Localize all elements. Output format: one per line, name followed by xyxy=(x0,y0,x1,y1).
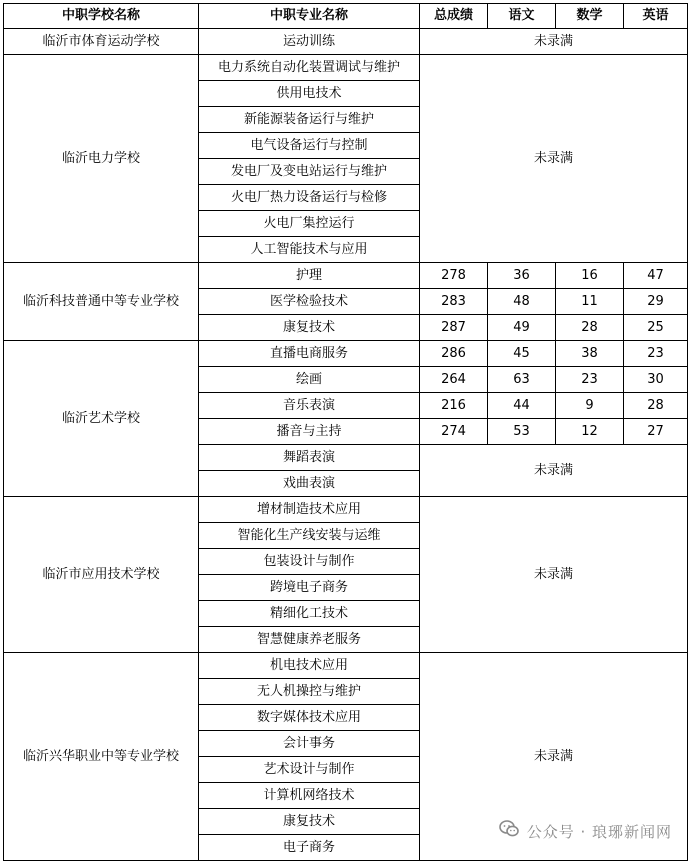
major-name-cell: 新能源装备运行与维护 xyxy=(199,107,420,133)
school-name-cell: 临沂市应用技术学校 xyxy=(4,497,199,653)
major-name-cell: 计算机网络技术 xyxy=(199,783,420,809)
table-row xyxy=(4,263,688,289)
chinese-score-cell: 48 xyxy=(488,289,556,315)
total-score-cell: 286 xyxy=(420,341,488,367)
admission-scores-table xyxy=(3,3,688,861)
english-score-cell: 30 xyxy=(624,367,688,393)
major-name-cell: 火电厂热力设备运行与检修 xyxy=(199,185,420,211)
major-name-cell: 电气设备运行与控制 xyxy=(199,133,420,159)
header-math: 数学 xyxy=(556,4,624,29)
table-header-row xyxy=(4,4,688,29)
header-chinese: 语文 xyxy=(488,4,556,29)
table-body xyxy=(4,29,688,861)
major-name-cell: 播音与主持 xyxy=(199,419,420,445)
chinese-score-cell: 44 xyxy=(488,393,556,419)
total-score-cell: 216 xyxy=(420,393,488,419)
school-name-cell: 临沂市体育运动学校 xyxy=(4,29,199,55)
major-name-cell: 机电技术应用 xyxy=(199,653,420,679)
school-name-cell: 临沂电力学校 xyxy=(4,55,199,263)
major-name-cell: 增材制造技术应用 xyxy=(199,497,420,523)
english-score-cell: 28 xyxy=(624,393,688,419)
total-score-cell: 283 xyxy=(420,289,488,315)
header-school: 中职学校名称 xyxy=(4,4,199,29)
major-name-cell: 无人机操控与维护 xyxy=(199,679,420,705)
chinese-score-cell: 63 xyxy=(488,367,556,393)
major-name-cell: 智能化生产线安装与运维 xyxy=(199,523,420,549)
major-name-cell: 绘画 xyxy=(199,367,420,393)
wechat-icon xyxy=(499,820,519,842)
major-name-cell: 音乐表演 xyxy=(199,393,420,419)
not-filled-cell: 未录满 xyxy=(420,653,688,861)
total-score-cell: 274 xyxy=(420,419,488,445)
math-score-cell: 11 xyxy=(556,289,624,315)
major-name-cell: 艺术设计与制作 xyxy=(199,757,420,783)
school-name-cell: 临沂兴华职业中等专业学校 xyxy=(4,653,199,861)
not-filled-cell: 未录满 xyxy=(420,55,688,263)
total-score-cell: 287 xyxy=(420,315,488,341)
major-name-cell: 戏曲表演 xyxy=(199,471,420,497)
school-name-cell: 临沂科技普通中等专业学校 xyxy=(4,263,199,341)
header-total: 总成绩 xyxy=(420,4,488,29)
math-score-cell: 16 xyxy=(556,263,624,289)
english-score-cell: 25 xyxy=(624,315,688,341)
major-name-cell: 发电厂及变电站运行与维护 xyxy=(199,159,420,185)
school-name-cell: 临沂艺术学校 xyxy=(4,341,199,497)
english-score-cell: 23 xyxy=(624,341,688,367)
major-name-cell: 包装设计与制作 xyxy=(199,549,420,575)
english-score-cell: 27 xyxy=(624,419,688,445)
major-name-cell: 康复技术 xyxy=(199,315,420,341)
chinese-score-cell: 36 xyxy=(488,263,556,289)
math-score-cell: 9 xyxy=(556,393,624,419)
table-row xyxy=(4,653,688,679)
major-name-cell: 康复技术 xyxy=(199,809,420,835)
total-score-cell: 264 xyxy=(420,367,488,393)
major-name-cell: 电子商务 xyxy=(199,835,420,861)
major-name-cell: 供用电技术 xyxy=(199,81,420,107)
header-major: 中职专业名称 xyxy=(199,4,420,29)
major-name-cell: 人工智能技术与应用 xyxy=(199,237,420,263)
chinese-score-cell: 49 xyxy=(488,315,556,341)
table-row xyxy=(4,341,688,367)
table-row xyxy=(4,29,688,55)
major-name-cell: 舞蹈表演 xyxy=(199,445,420,471)
watermark xyxy=(495,818,676,844)
math-score-cell: 38 xyxy=(556,341,624,367)
major-name-cell: 智慧健康养老服务 xyxy=(199,627,420,653)
math-score-cell: 23 xyxy=(556,367,624,393)
major-name-cell: 火电厂集控运行 xyxy=(199,211,420,237)
chinese-score-cell: 53 xyxy=(488,419,556,445)
major-name-cell: 直播电商服务 xyxy=(199,341,420,367)
english-score-cell: 47 xyxy=(624,263,688,289)
table-row xyxy=(4,497,688,523)
table-row xyxy=(4,55,688,81)
major-name-cell: 数字媒体技术应用 xyxy=(199,705,420,731)
watermark-text: 公众号 · 琅琊新闻网 xyxy=(526,822,672,841)
not-filled-cell: 未录满 xyxy=(420,497,688,653)
math-score-cell: 28 xyxy=(556,315,624,341)
major-name-cell: 电力系统自动化装置调试与维护 xyxy=(199,55,420,81)
not-filled-cell: 未录满 xyxy=(420,29,688,55)
header-english: 英语 xyxy=(624,4,688,29)
major-name-cell: 跨境电子商务 xyxy=(199,575,420,601)
math-score-cell: 12 xyxy=(556,419,624,445)
major-name-cell: 运动训练 xyxy=(199,29,420,55)
chinese-score-cell: 45 xyxy=(488,341,556,367)
major-name-cell: 精细化工技术 xyxy=(199,601,420,627)
major-name-cell: 医学检验技术 xyxy=(199,289,420,315)
total-score-cell: 278 xyxy=(420,263,488,289)
major-name-cell: 会计事务 xyxy=(199,731,420,757)
major-name-cell: 护理 xyxy=(199,263,420,289)
english-score-cell: 29 xyxy=(624,289,688,315)
not-filled-cell: 未录满 xyxy=(420,445,688,497)
